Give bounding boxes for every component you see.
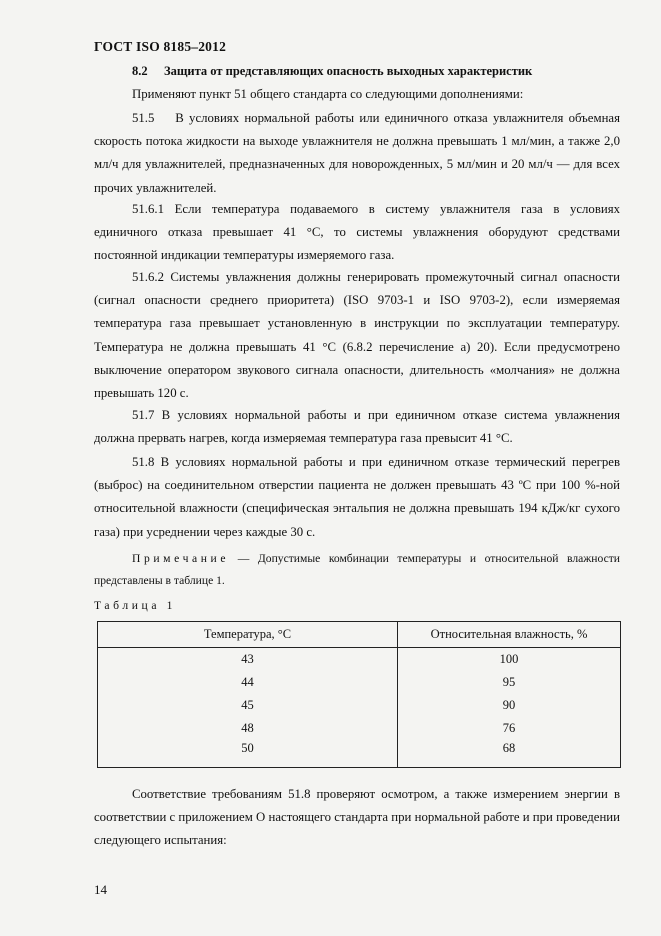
section-number: 8.2 xyxy=(132,64,148,78)
cell-humidity: 95 xyxy=(398,671,621,694)
paragraph-51-6-2: 51.6.2 Системы увлажнения должны генерировать промежуточный сигнал опасности (сигнал опасности среднего приоритета) (ISO 9703-1 и ISO 9703-2), если измеряемая температура газа превышает установленную в инструкции по эксплуатации температуру. Температура не должна превышать 41 °С (6.8.2 перечисление а) 20). Если предусмотрено выключение оператором звукового сигнала опасности, длительность «молчания» не должна превышать 120 с. xyxy=(94,270,620,401)
paragraph-intro: Применяют пункт 51 общего стандарта со следующими дополнениями: xyxy=(132,87,524,101)
cell-humidity: 100 xyxy=(398,648,621,672)
table-row xyxy=(98,648,621,672)
note-dash: — xyxy=(237,552,250,565)
data-table xyxy=(97,621,621,768)
column-header-temperature: Температура, °С xyxy=(98,622,398,648)
cell-humidity: 76 xyxy=(398,717,621,740)
paragraph-51-8: 51.8 В условиях нормальной работы и при единичном отказе термический перегрев (выброс) на соединительном отверстии пациента не должен превышать 43 ºС при 100 %-ной относительной влажности (специфическая энтальпия не должна превышать 194 кДж/кг сухого газа) при усреднении через каждые 30 с. xyxy=(94,455,620,539)
table-caption: Таблица 1 xyxy=(94,599,176,612)
note-label: Примечание xyxy=(132,552,230,565)
table-row xyxy=(98,694,621,717)
table-row xyxy=(98,740,621,768)
column-header-humidity: Относительная влажность, % xyxy=(398,622,621,648)
document-id: ГОСТ ISO 8185–2012 xyxy=(94,39,227,54)
table-header-row xyxy=(98,622,621,648)
table-row xyxy=(98,671,621,694)
cell-temperature: 43 xyxy=(98,648,398,672)
page-number: 14 xyxy=(94,882,107,897)
cell-humidity: 90 xyxy=(398,694,621,717)
note xyxy=(94,548,620,592)
cell-temperature: 48 xyxy=(98,717,398,740)
paragraph-51-6-1: 51.6.1 Если температура подаваемого в систему увлажнителя газа в условиях единичного отказа превышает 41 °С, то системы увлажнения оборудуют средствами постоянной индикации температуры измеряемого газа. xyxy=(94,202,620,263)
paragraph-51-5: 51.5 В условиях нормальной работы или единичного отказа увлажнителя объемная скорость потока жидкости на выходе увлажнителя не должна превышать 1 мл/мин, а также 2,0 мл/ч для увлажнителей, предназначенных для новорожденных, 5 мл/мин и 20 мл/ч — для всех прочих увлажнителей. xyxy=(94,111,624,195)
section-heading xyxy=(132,64,532,79)
cell-temperature: 44 xyxy=(98,671,398,694)
cell-temperature: 45 xyxy=(98,694,398,717)
note-text: Допустимые комбинации температуры и относительной влажности представлены в таблице 1. xyxy=(94,552,620,587)
table-row xyxy=(98,717,621,740)
cell-humidity: 68 xyxy=(398,740,621,768)
section-title: Защита от представляющих опасность выходных характеристик xyxy=(164,64,533,78)
paragraph-compliance: Соответствие требованиям 51.8 проверяют осмотром, а также измерением энергии в соответствии с приложением О настоящего стандарта при нормальной работе и при проведении следующего испытания: xyxy=(94,787,620,848)
paragraph-51-7: 51.7 В условиях нормальной работы и при единичном отказе система увлажнения должна прервать нагрев, когда измеряемая температура газа превысит 41 °С. xyxy=(94,408,620,446)
cell-temperature: 50 xyxy=(98,740,398,768)
